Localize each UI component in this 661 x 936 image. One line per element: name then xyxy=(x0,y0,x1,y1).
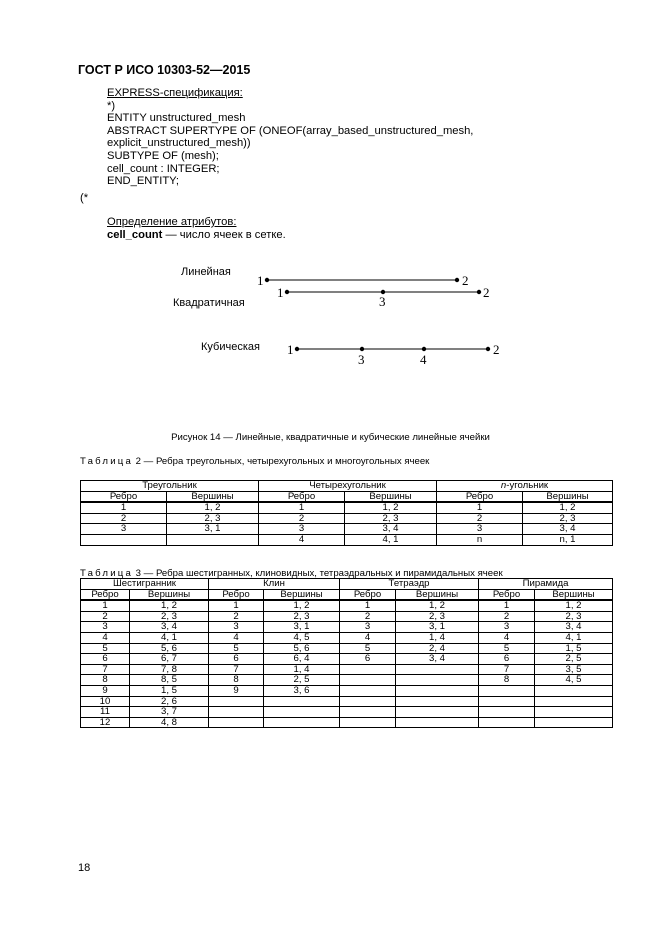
table-cell: 3, 1 xyxy=(264,622,340,633)
table-cell xyxy=(264,707,340,718)
table-cell: 7 xyxy=(479,664,535,675)
table-row xyxy=(81,643,613,654)
code-line: cell_count : INTEGER; xyxy=(107,162,220,175)
table-cell: 3 xyxy=(81,524,167,535)
table3-col-header: Ребро xyxy=(209,589,264,600)
table-cell: 10 xyxy=(81,696,130,707)
table-cell: 4, 8 xyxy=(130,717,209,728)
quadratic-node-label: 3 xyxy=(379,294,386,309)
table-cell: 8 xyxy=(479,675,535,686)
table-row xyxy=(81,632,613,643)
table-cell: 12 xyxy=(81,717,130,728)
table-cell: 4, 5 xyxy=(264,632,340,643)
table-cell: 1 xyxy=(81,600,130,611)
table2-title-rest: 2 — Ребра треугольных, четырехугольных и многоугольных ячеек xyxy=(133,456,430,467)
cubic-node-label: 1 xyxy=(287,342,294,357)
table-cell: 6 xyxy=(81,654,130,665)
table-cell: 2 xyxy=(479,611,535,622)
cubic-node-label: 3 xyxy=(358,352,365,367)
linear-node-label: 2 xyxy=(462,273,469,288)
table-cell: 1 xyxy=(437,502,523,513)
table-cell: 1, 2 xyxy=(345,502,437,513)
table-cell: 2, 3 xyxy=(130,611,209,622)
linear-node-1 xyxy=(265,278,269,282)
table-cell xyxy=(264,717,340,728)
table-cell: 2, 3 xyxy=(167,513,259,524)
table3-title-rest: 3 — Ребра шестигранных, клиновидных, тетраэдральных и пирамидальных ячеек xyxy=(133,568,503,579)
table2 xyxy=(80,480,613,546)
cubic-node-2 xyxy=(486,347,490,351)
linear-node-2 xyxy=(455,278,459,282)
table-cell xyxy=(396,717,479,728)
table-cell: 3, 6 xyxy=(264,685,340,696)
code-line: *) xyxy=(107,99,116,112)
table-cell: 7, 8 xyxy=(130,664,209,675)
table-cell: 8 xyxy=(81,675,130,686)
code-line: ABSTRACT SUPERTYPE OF (ONEOF(array_based_unstructured_mesh, xyxy=(107,124,474,137)
table-cell: 3, 4 xyxy=(523,524,613,535)
table-cell: 4 xyxy=(81,632,130,643)
table-cell: 2, 4 xyxy=(396,643,479,654)
table3-col-header: Вершины xyxy=(396,589,479,600)
table-cell: 3 xyxy=(259,524,345,535)
table-cell: 1, 5 xyxy=(130,685,209,696)
table-cell: 9 xyxy=(81,685,130,696)
label-quadratic: Квадратичная xyxy=(173,297,245,309)
table-cell: 2, 5 xyxy=(535,654,613,665)
table-cell xyxy=(535,717,613,728)
express-heading: EXPRESS-спецификация: xyxy=(107,87,243,99)
table-cell: 3 xyxy=(209,622,264,633)
table3-col-header: Вершины xyxy=(130,589,209,600)
table-cell: 3 xyxy=(437,524,523,535)
table-cell xyxy=(340,717,396,728)
table-cell: 2, 3 xyxy=(264,611,340,622)
table-cell: 3 xyxy=(81,622,130,633)
attribute-term: cell_count xyxy=(107,229,163,241)
code-line: explicit_unstructured_mesh)) xyxy=(107,137,251,150)
table-cell: 6 xyxy=(479,654,535,665)
table-cell: 1, 5 xyxy=(535,643,613,654)
table-cell xyxy=(396,685,479,696)
table-cell xyxy=(396,696,479,707)
table-row xyxy=(81,685,613,696)
table-cell xyxy=(396,707,479,718)
line-cells-figure xyxy=(0,0,661,420)
linear-node-label: 1 xyxy=(257,273,264,288)
table3 xyxy=(80,578,613,728)
table-cell xyxy=(209,707,264,718)
quadratic-node-label: 2 xyxy=(483,285,490,300)
cubic-node-3 xyxy=(360,347,364,351)
table-cell: 5 xyxy=(81,643,130,654)
table-cell xyxy=(264,696,340,707)
table-cell: 5, 6 xyxy=(130,643,209,654)
table-row xyxy=(81,622,613,633)
table-cell: 1, 4 xyxy=(264,664,340,675)
table-cell: 3, 4 xyxy=(535,622,613,633)
table2-col-header: Ребро xyxy=(437,491,523,502)
table-cell: 8 xyxy=(209,675,264,686)
table-row xyxy=(81,513,613,524)
table3-group-header: Тетраэдр xyxy=(340,579,479,590)
table2-col-header: Вершины xyxy=(345,491,437,502)
table-cell xyxy=(340,685,396,696)
table-cell: 6, 4 xyxy=(264,654,340,665)
table-row xyxy=(81,534,613,545)
table-cell: 1 xyxy=(209,600,264,611)
table-cell: 1, 2 xyxy=(264,600,340,611)
table-cell xyxy=(209,717,264,728)
cubic-node-label: 4 xyxy=(420,352,427,367)
table-cell: 1 xyxy=(340,600,396,611)
table-cell: 1, 2 xyxy=(396,600,479,611)
table2-col-header: Вершины xyxy=(523,491,613,502)
table-cell: 1, 2 xyxy=(167,502,259,513)
table-cell: 4, 5 xyxy=(535,675,613,686)
table-cell xyxy=(340,675,396,686)
table-row xyxy=(81,600,613,611)
cubic-node-label: 2 xyxy=(493,342,500,357)
table-cell: 4 xyxy=(209,632,264,643)
table-cell xyxy=(479,696,535,707)
table-cell xyxy=(209,696,264,707)
table-cell xyxy=(167,534,259,545)
table-cell xyxy=(340,707,396,718)
table-cell xyxy=(340,664,396,675)
table-row xyxy=(81,707,613,718)
table-cell: 3, 4 xyxy=(345,524,437,535)
table3-col-header: Ребро xyxy=(81,589,130,600)
table-cell: 11 xyxy=(81,707,130,718)
table-cell: 2, 6 xyxy=(130,696,209,707)
table-row xyxy=(81,611,613,622)
quadratic-node-2 xyxy=(477,290,481,294)
table3-col-header: Вершины xyxy=(535,589,613,600)
table-cell: 5 xyxy=(209,643,264,654)
table-cell: 8, 5 xyxy=(130,675,209,686)
table-cell: 2 xyxy=(340,611,396,622)
document-header: ГОСТ Р ИСО 10303-52—2015 xyxy=(78,63,251,77)
table-cell: 5 xyxy=(479,643,535,654)
table3-title-prefix: Таблица xyxy=(80,568,134,579)
table-cell: 1, 2 xyxy=(130,600,209,611)
table-cell: 4 xyxy=(479,632,535,643)
table2-title xyxy=(80,456,429,467)
label-linear: Линейная xyxy=(181,266,231,278)
table3-group-header: Пирамида xyxy=(479,579,613,590)
table-cell: 4, 1 xyxy=(130,632,209,643)
table-cell xyxy=(535,685,613,696)
quadratic-node-1 xyxy=(285,290,289,294)
table-cell: 7 xyxy=(209,664,264,675)
code-closing: (* xyxy=(80,192,89,204)
code-line: ENTITY unstructured_mesh xyxy=(107,112,246,125)
table-cell: 3, 1 xyxy=(167,524,259,535)
table2-group-header: Треугольник xyxy=(81,481,259,492)
table-cell xyxy=(535,707,613,718)
table3-col-header: Вершины xyxy=(264,589,340,600)
table-cell: 5 xyxy=(340,643,396,654)
table-cell xyxy=(479,717,535,728)
table2-group-header: Четырехугольник xyxy=(259,481,437,492)
table-cell xyxy=(340,696,396,707)
table-row xyxy=(81,654,613,665)
table3-group-header: Клин xyxy=(209,579,340,590)
table-cell: 2 xyxy=(81,513,167,524)
table-cell: 4 xyxy=(259,534,345,545)
table-cell: 3, 5 xyxy=(535,664,613,675)
table-cell: 5, 6 xyxy=(264,643,340,654)
cubic-node-1 xyxy=(295,347,299,351)
table-cell: 7 xyxy=(81,664,130,675)
label-cubic: Кубическая xyxy=(201,341,260,353)
table-cell: 1 xyxy=(259,502,345,513)
table-cell: 3, 4 xyxy=(130,622,209,633)
table-row xyxy=(81,717,613,728)
table-cell xyxy=(535,696,613,707)
table-cell: 1, 2 xyxy=(535,600,613,611)
table-cell: 3, 4 xyxy=(396,654,479,665)
quadratic-node-label: 1 xyxy=(277,285,284,300)
table-cell: 6 xyxy=(209,654,264,665)
table-row xyxy=(81,675,613,686)
table-cell: n xyxy=(437,534,523,545)
figure-caption: Рисунок 14 — Линейные, квадратичные и кубические линейные ячейки xyxy=(171,432,490,443)
table-cell xyxy=(479,685,535,696)
table-cell: 3, 7 xyxy=(130,707,209,718)
table-cell: 1 xyxy=(479,600,535,611)
attribute-description: — число ячеек в сетке. xyxy=(162,229,286,241)
page-number: 18 xyxy=(78,862,91,874)
table3-group-header: Шестигранник xyxy=(81,579,209,590)
table2-col-header: Ребро xyxy=(81,491,167,502)
table2-col-header: Ребро xyxy=(259,491,345,502)
table-cell: 1, 2 xyxy=(523,502,613,513)
code-line: END_ENTITY; xyxy=(107,175,180,188)
table-cell: 3 xyxy=(340,622,396,633)
table-cell: 2, 3 xyxy=(396,611,479,622)
table-cell xyxy=(81,534,167,545)
table2-title-prefix: Таблица xyxy=(80,456,134,467)
code-line: SUBTYPE OF (mesh); xyxy=(107,149,219,162)
table-row xyxy=(81,502,613,513)
table3-col-header: Ребро xyxy=(479,589,535,600)
table-cell: 4, 1 xyxy=(535,632,613,643)
table-cell: 2 xyxy=(259,513,345,524)
table-cell: 2, 3 xyxy=(523,513,613,524)
table-cell: n, 1 xyxy=(523,534,613,545)
table-cell: 2, 5 xyxy=(264,675,340,686)
table-cell: 1 xyxy=(81,502,167,513)
table-cell xyxy=(396,664,479,675)
table-cell: 1, 4 xyxy=(396,632,479,643)
table-cell: 4, 1 xyxy=(345,534,437,545)
table-cell: 3, 1 xyxy=(396,622,479,633)
table-cell: 6, 7 xyxy=(130,654,209,665)
table-cell: 3 xyxy=(479,622,535,633)
cubic-node-4 xyxy=(422,347,426,351)
table-cell xyxy=(396,675,479,686)
table-cell: 2, 3 xyxy=(345,513,437,524)
table-cell: 2 xyxy=(81,611,130,622)
table-row xyxy=(81,524,613,535)
table-row xyxy=(81,664,613,675)
table-row xyxy=(81,696,613,707)
table-cell: 2 xyxy=(209,611,264,622)
table3-col-header: Ребро xyxy=(340,589,396,600)
table2-group-header: n-угольник xyxy=(437,481,613,492)
table-cell: 9 xyxy=(209,685,264,696)
attributes-heading: Определение атрибутов: xyxy=(107,216,237,228)
table-cell: 6 xyxy=(340,654,396,665)
table-cell: 2, 3 xyxy=(535,611,613,622)
table-cell xyxy=(479,707,535,718)
table-cell: 2 xyxy=(437,513,523,524)
table-cell: 4 xyxy=(340,632,396,643)
table2-col-header: Вершины xyxy=(167,491,259,502)
